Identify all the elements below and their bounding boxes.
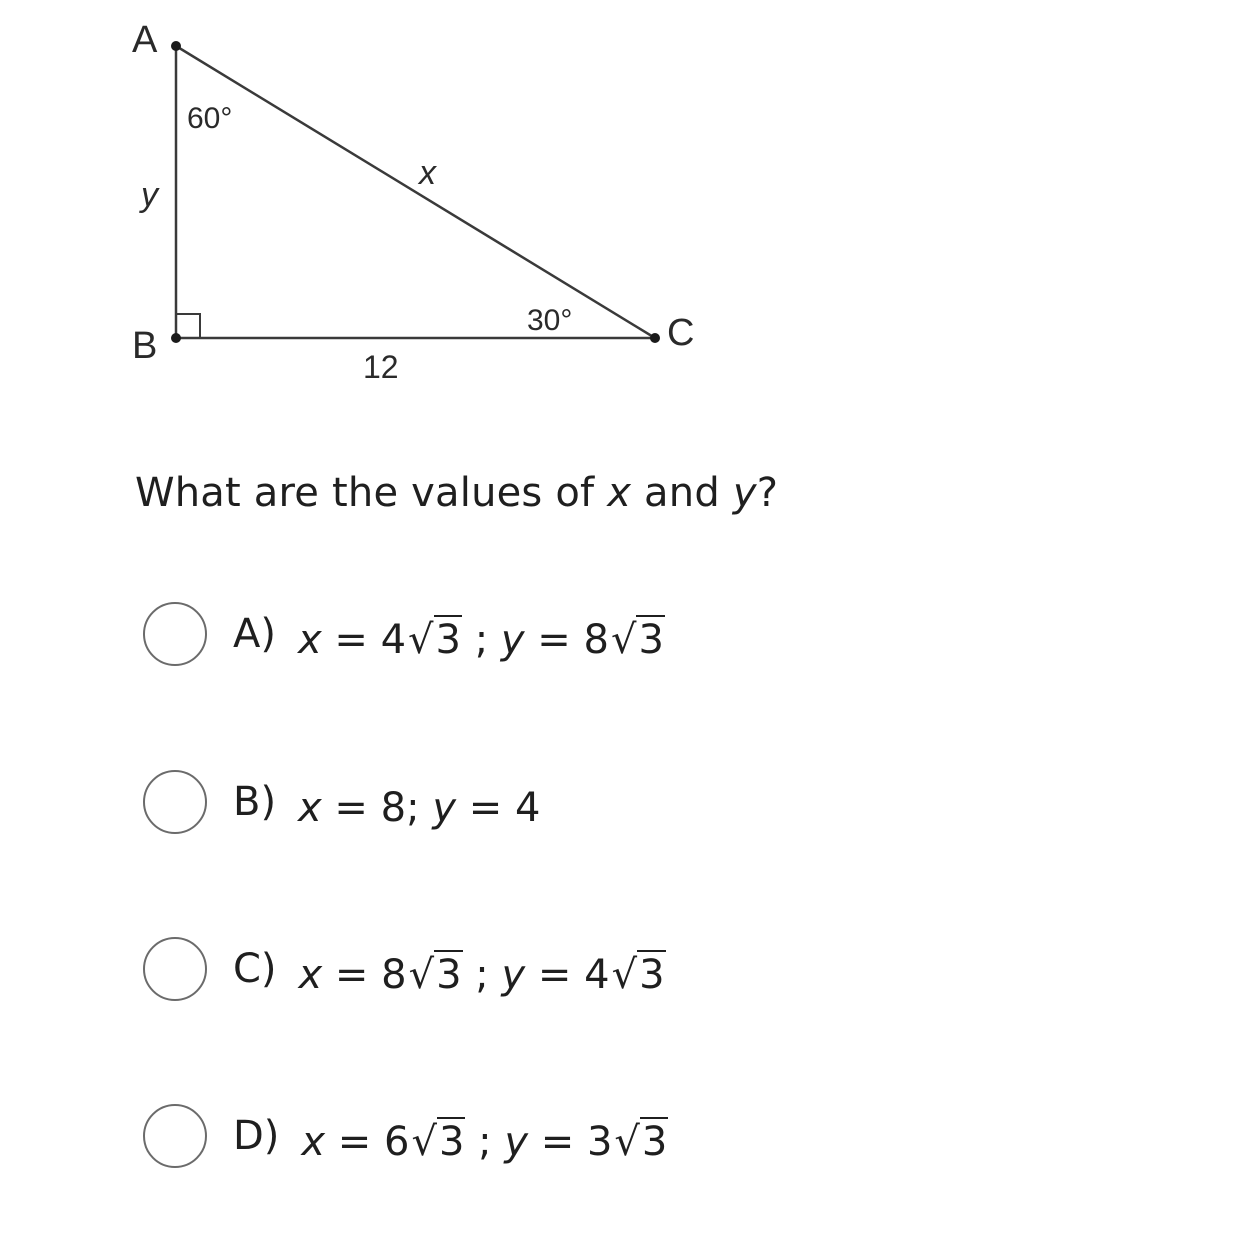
option-a-x-var: x <box>297 617 322 663</box>
side-bc-label: 12 <box>363 349 399 385</box>
option-d-eq2: = <box>528 1119 587 1165</box>
vertex-b-label: B <box>132 325 158 367</box>
option-c-x-coef: 8 <box>381 952 407 998</box>
option-b-sep: ; <box>406 785 433 831</box>
option-a-y-coef: 8 <box>583 617 609 663</box>
option-d-y-radicand: 3 <box>641 1119 668 1165</box>
side-ac <box>176 46 655 338</box>
option-c-sep: ; <box>462 952 502 998</box>
option-c-expression <box>299 952 666 998</box>
option-d-y-var: y <box>504 1119 529 1165</box>
option-d-x-coef: 6 <box>384 1119 410 1165</box>
triangle-figure <box>0 0 760 420</box>
option-c[interactable] <box>143 933 666 1005</box>
option-a-expression <box>298 617 665 663</box>
question-var-x: x <box>607 470 632 516</box>
option-a-radio[interactable] <box>143 602 207 666</box>
option-c-x-var: x <box>298 952 323 998</box>
right-angle-marker <box>176 314 200 338</box>
option-d-y-coef: 3 <box>586 1119 613 1165</box>
option-d-sep: ; <box>465 1119 505 1165</box>
option-c-y-var: y <box>501 952 526 998</box>
option-d-expression <box>301 1119 668 1165</box>
vertex-c-dot <box>650 333 660 343</box>
question-var-y: y <box>732 470 757 516</box>
option-b-letter: B) <box>233 779 277 825</box>
vertex-c-label: C <box>667 312 695 354</box>
angle-c-label: 30° <box>527 304 573 337</box>
option-b-y-var: y <box>432 785 456 831</box>
option-a-eq1: = <box>321 617 381 663</box>
option-a-y-sqrt-icon: √ <box>610 617 637 663</box>
option-c-letter: C) <box>233 946 277 992</box>
question-prefix: What are the values of <box>135 470 608 516</box>
option-c-eq1: = <box>322 952 382 998</box>
option-a-letter: A) <box>233 611 276 657</box>
option-b[interactable] <box>143 766 540 838</box>
option-d-y-sqrt-icon: √ <box>614 1119 640 1165</box>
option-d[interactable] <box>143 1100 668 1172</box>
question-middle: and <box>631 470 733 516</box>
option-c-y-radicand: 3 <box>639 952 665 998</box>
option-a-y-var: y <box>500 617 525 663</box>
option-d-x-sqrt-icon: √ <box>411 1119 437 1165</box>
vertex-b-dot <box>171 333 181 343</box>
option-b-y-val: 4 <box>514 785 541 831</box>
option-b-eq1: = <box>321 785 381 831</box>
side-ac-label: x <box>419 154 436 192</box>
option-b-radio[interactable] <box>143 770 207 834</box>
option-d-x-radicand: 3 <box>438 1119 465 1165</box>
option-a-x-radicand: 3 <box>435 617 461 663</box>
option-b-x-var: x <box>298 785 322 831</box>
side-ab-label: y <box>141 176 158 214</box>
option-d-x-var: x <box>301 1119 326 1165</box>
option-b-eq2: = <box>456 785 515 831</box>
option-c-x-sqrt-icon: √ <box>408 952 435 998</box>
option-c-y-sqrt-icon: √ <box>611 952 638 998</box>
vertex-a-dot <box>171 41 181 51</box>
option-d-eq1: = <box>325 1119 385 1165</box>
option-a-y-radicand: 3 <box>638 617 664 663</box>
option-a[interactable] <box>143 598 665 670</box>
option-a-x-coef: 4 <box>380 617 407 663</box>
question-text <box>135 470 778 516</box>
option-c-eq2: = <box>525 952 585 998</box>
option-d-radio[interactable] <box>143 1104 207 1168</box>
question-suffix: ? <box>756 470 779 516</box>
option-c-radio[interactable] <box>143 937 207 1001</box>
vertex-a-label: A <box>132 19 158 61</box>
option-a-sep: ; <box>462 617 501 663</box>
option-a-eq2: = <box>524 617 584 663</box>
option-a-x-sqrt-icon: √ <box>408 617 434 663</box>
option-d-letter: D) <box>233 1113 280 1159</box>
option-c-y-coef: 4 <box>584 952 610 998</box>
option-b-x-val: 8 <box>380 785 407 831</box>
option-c-x-radicand: 3 <box>436 952 462 998</box>
option-b-expression <box>298 785 540 831</box>
angle-a-label: 60° <box>187 102 233 135</box>
